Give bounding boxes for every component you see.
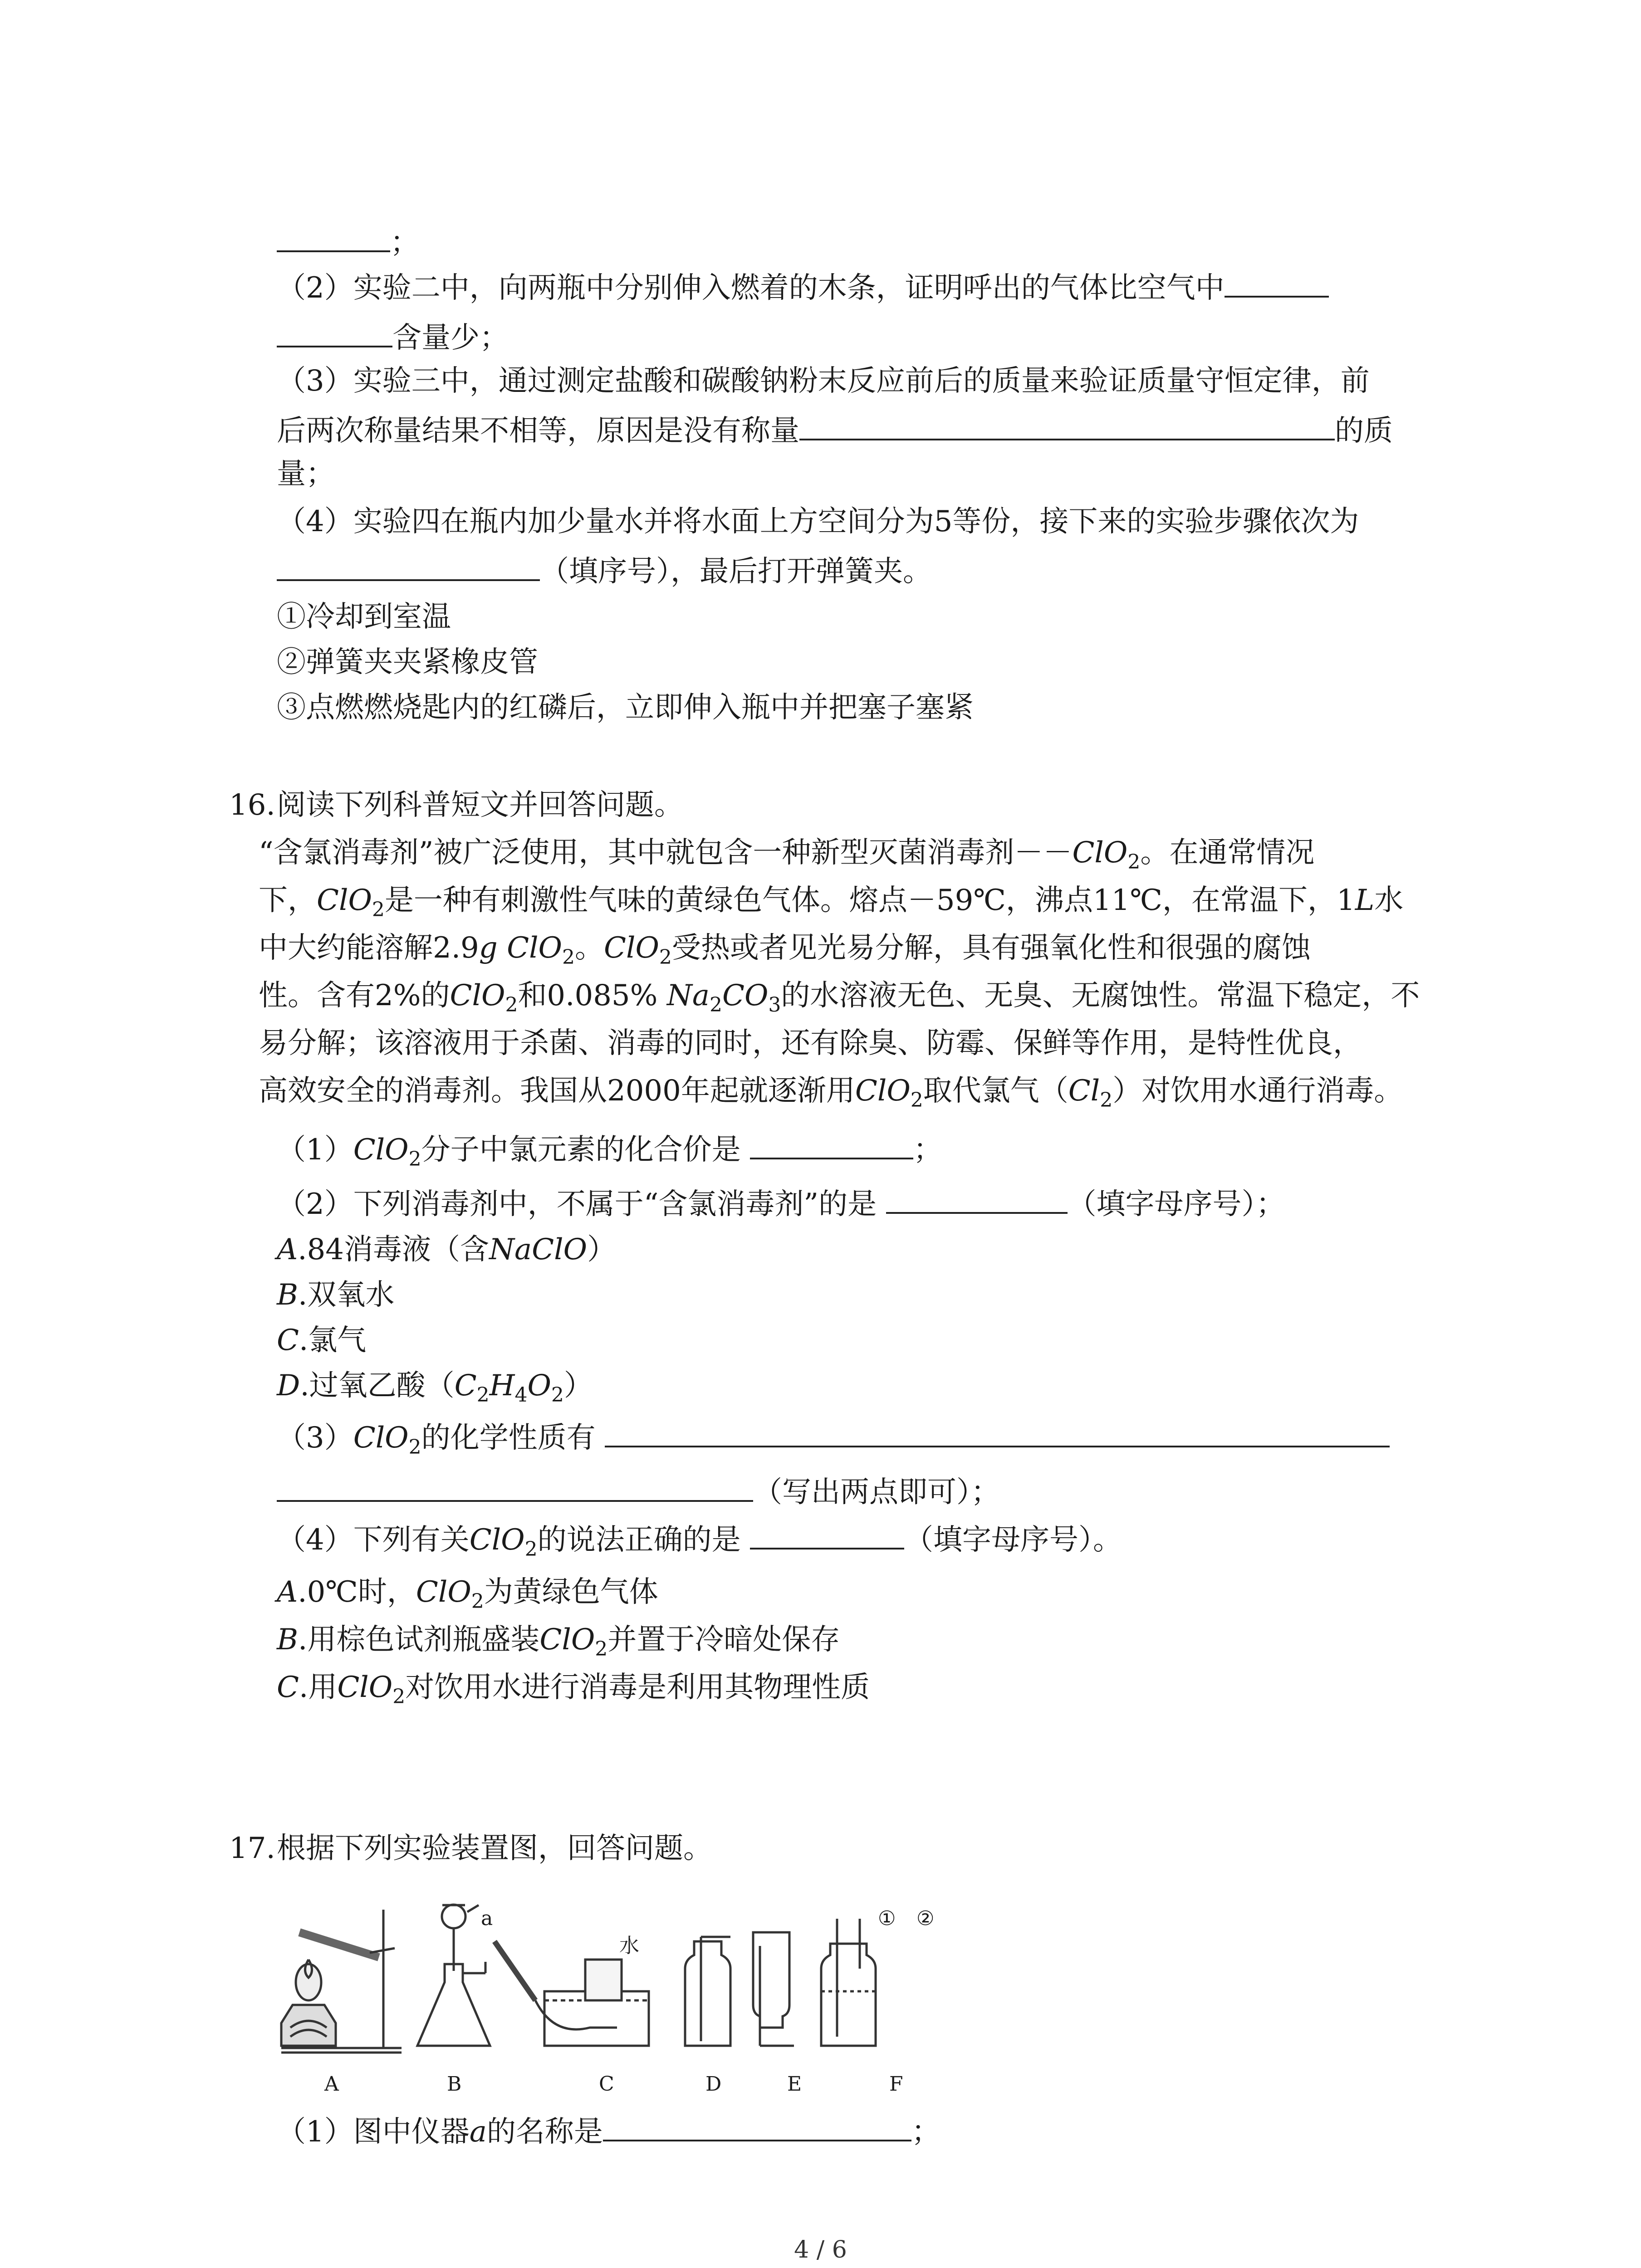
- apparatus-B: [417, 1905, 490, 2046]
- q16-para-line3: 中大约能溶解2.9g ClO$_2$。ClO$_2$受热或者见光易分解，具有强氧化性和很强的腐蚀: [259, 931, 1311, 969]
- page-number: 4 / 6: [794, 2236, 847, 2263]
- apparatus-label-water: 水: [619, 1934, 639, 1957]
- q16-para-line6: 高效安全的消毒剂。我国从2000年起就逐渐用ClO$_2$取代氯气$(Cl_2)$对饮用水通行消毒。: [259, 1074, 1403, 1112]
- apparatus-label-C: C: [599, 2072, 614, 2096]
- q15-part4: （4）实验四在瓶内加少量水并将水面上方空间分为5等份，接下来的实验步骤依次为: [277, 505, 1359, 538]
- q17-part1: （1）图中仪器a的名称是 ；: [277, 2112, 941, 2150]
- q15-part3: （3）实验三中，通过测定盐酸和碳酸钠粉末反应前后的质量来验证质量守恒定律，前: [277, 364, 1370, 398]
- q15-part3-cont: 后两次称量结果不相等，原因是没有称量 的质: [277, 411, 1393, 449]
- apparatus-label-F: F: [889, 2072, 903, 2096]
- q16-title: 阅读下列科普短文并回答问题。: [277, 788, 683, 822]
- apparatus-label-1: ①: [878, 1907, 896, 1930]
- answer-blank[interactable]: [886, 1184, 1068, 1214]
- apparatus-F: [821, 1919, 876, 2046]
- q16-option-D: D.过氧乙酸$(C_2H_4O_2)$: [277, 1369, 593, 1407]
- q16-para-line4: 性。含有2%的ClO$_2$和0.085% $Na_2CO_3$的水溶液无色、无臭、无腐蚀性。常温下稳定，不: [259, 979, 1420, 1017]
- q15-option-2: ②弹簧夹夹紧橡皮管: [277, 645, 538, 679]
- q16-para-line5: 易分解；该溶液用于杀菌、消毒的同时，还有除臭、防霉、保鲜等作用，是特性优良，: [259, 1026, 1362, 1060]
- q16-option-A: A.84消毒液（含NaClO）: [277, 1233, 617, 1266]
- apparatus-A: [281, 1910, 402, 2053]
- q16-para-line2: 下，ClO$_2$是一种有刺激性气味的黄绿色气体。熔点－59℃，沸点11℃，在常温下，1L水: [259, 884, 1404, 921]
- q15-part4-cont: （填序号），最后打开弹簧夹。: [277, 551, 932, 590]
- q16-part2: （2）下列消毒剂中，不属于“含氯消毒剂”的是 （填字母序号）；: [277, 1184, 1285, 1222]
- question-number: 16.: [229, 788, 275, 822]
- q17-title: 根据下列实验装置图，回答问题。: [277, 1832, 712, 1865]
- apparatus-label-E: E: [787, 2072, 802, 2096]
- q16-option-C: C.氯气: [277, 1324, 367, 1357]
- apparatus-label-2: ②: [916, 1907, 935, 1930]
- q15-option-3: ③点燃燃烧匙内的红磷后，立即伸入瓶中并把塞子塞紧: [277, 691, 974, 724]
- question-number: 17.: [229, 1832, 275, 1865]
- q16-option-B: B.双氧水: [277, 1278, 395, 1312]
- answer-blank[interactable]: [605, 1418, 1390, 1447]
- q15-part2: （2）实验二中，向两瓶中分别伸入燃着的木条，证明呼出的气体比空气中: [277, 268, 1329, 306]
- q16-part4-option-C: C.用ClO$_2$对饮用水进行消毒是利用其物理性质: [277, 1671, 870, 1708]
- q15-part3-cont2: 量；: [277, 457, 335, 491]
- answer-blank[interactable]: [603, 2112, 911, 2141]
- q15-option-1: ①冷却到室温: [277, 600, 451, 634]
- apparatus-D: [685, 1937, 730, 2046]
- apparatus-label-B: B: [447, 2072, 462, 2096]
- apparatus-label-D: D: [705, 2072, 722, 2096]
- q16-part3-cont: （写出两点即可）；: [277, 1472, 1000, 1510]
- apparatus-label-A: A: [324, 2072, 339, 2096]
- answer-blank[interactable]: [277, 222, 390, 252]
- answer-blank[interactable]: [799, 411, 1335, 440]
- q16-para-line1: “含氯消毒剂”被广泛使用，其中就包含一种新型灭菌消毒剂－－ClO$_2$。在通常情况: [259, 836, 1315, 874]
- q15-cont-line: ；: [277, 222, 419, 261]
- apparatus-E: [753, 1932, 794, 2046]
- answer-blank[interactable]: [277, 318, 392, 347]
- answer-blank[interactable]: [750, 1520, 904, 1549]
- q16-part4: （4）下列有关ClO$_2$的说法正确的是 （填字母序号）。: [277, 1520, 1122, 1568]
- q16-part3: （3）ClO$_2$的化学性质有: [277, 1418, 1390, 1466]
- q16-part4-option-B: B.用棕色试剂瓶盛装ClO$_2$并置于冷暗处保存: [277, 1623, 840, 1661]
- q16-part4-option-A: A.0℃时，ClO$_2$为黄绿色气体: [277, 1575, 658, 1613]
- q16-part1: （1）ClO$_2$分子中氯元素的化合价是 ；: [277, 1129, 942, 1178]
- q15-part2-cont: 含量少；: [277, 318, 509, 356]
- answer-blank[interactable]: [277, 551, 540, 581]
- answer-blank[interactable]: [1225, 268, 1329, 298]
- apparatus-label-a: a: [481, 1907, 493, 1930]
- answer-blank[interactable]: [277, 1472, 753, 1502]
- answer-blank[interactable]: [750, 1129, 913, 1159]
